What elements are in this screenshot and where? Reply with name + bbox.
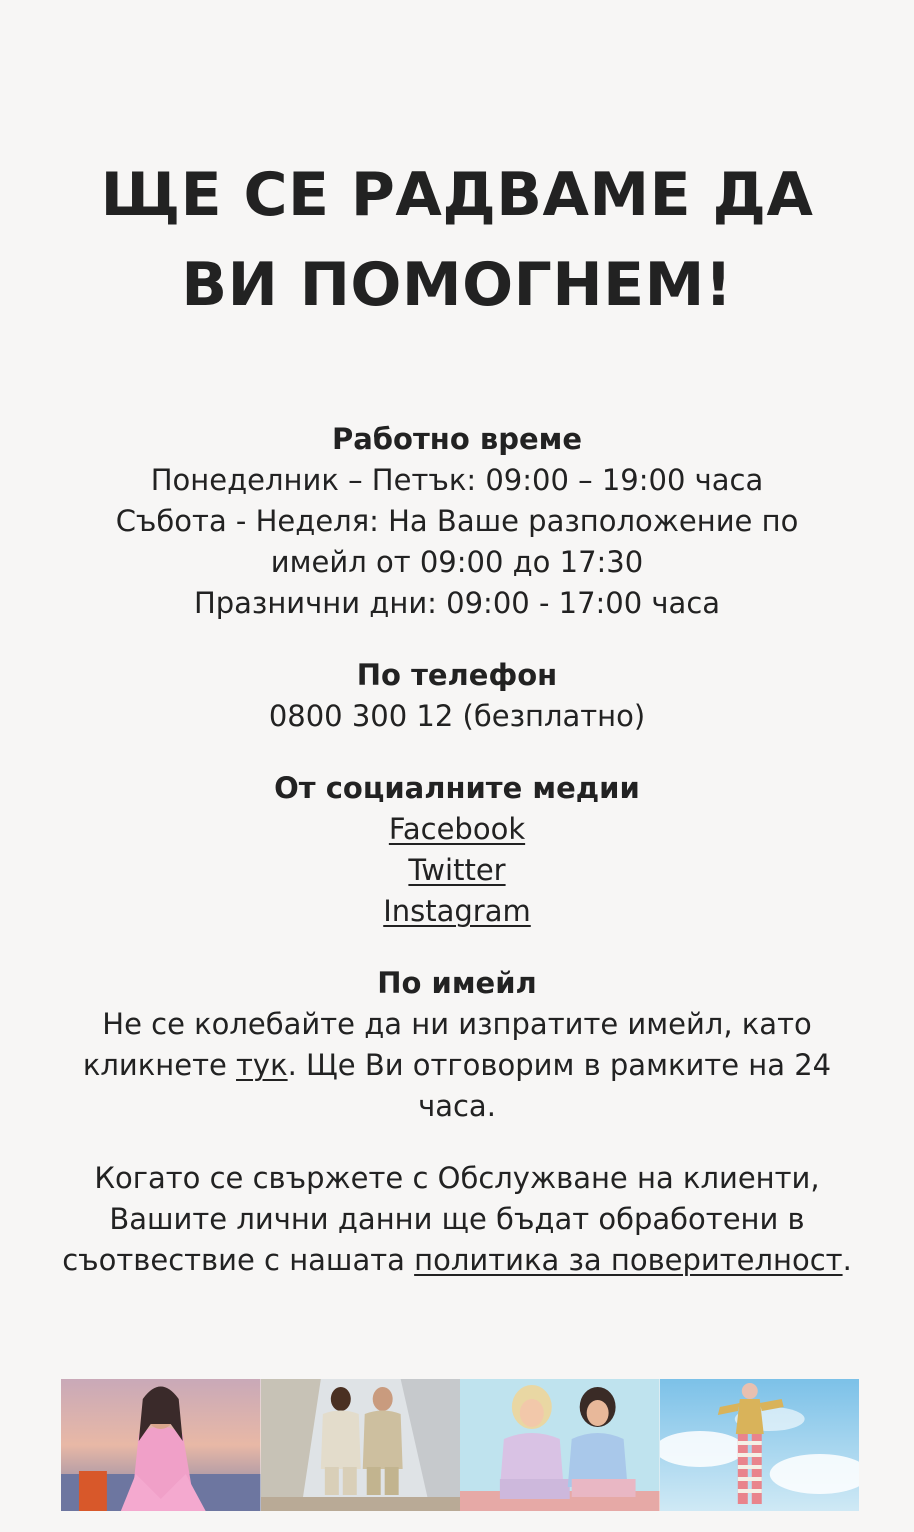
instagram-link[interactable]: Instagram [383,894,531,928]
working-hours-section [50,419,864,624]
email-text-before: Не се колебайте да ни изпратите имейл, като кликнете [82,1007,812,1082]
weekend-hours-line-2: имейл от 09:00 до 17:30 [270,545,644,579]
phone-number: 0800 300 12 (безплатно) [268,699,646,733]
photo-girl-striped-pants-image [660,1379,860,1511]
page-title-line-2: ВИ ПОМОГНЕМ! [181,250,733,320]
photo-woman-pink-suit [61,1379,261,1511]
email-section [50,963,864,1127]
photo-two-men-beige [261,1379,461,1511]
holiday-hours: Празнични дни: 09:00 - 17:00 часа [193,586,721,620]
social-media-section [50,768,864,932]
social-media-heading: От социалните медии [274,771,640,805]
page-title [40,150,874,330]
email-text-after: . Ще Ви отговорим в рамките на 24 часа. [287,1048,832,1123]
email-heading: По имейл [377,966,537,1000]
twitter-link[interactable]: Twitter [408,853,506,887]
privacy-policy-link[interactable]: политика за поверителност [414,1243,843,1277]
contact-info [50,419,864,1312]
privacy-text-after: . [842,1243,852,1277]
photo-woman-pink-suit-image [61,1379,261,1511]
facebook-link[interactable]: Facebook [388,812,526,846]
working-hours-heading: Работно време [331,422,582,456]
weekdays-hours: Понеделник – Петък: 09:00 – 19:00 часа [150,463,764,497]
photo-two-men-beige-image [261,1379,461,1511]
privacy-notice [50,1158,864,1281]
photo-banner [61,1379,859,1511]
photo-two-kids-pastel-image [460,1379,660,1511]
photo-girl-striped-pants [660,1379,860,1511]
email-text [50,1004,864,1127]
photo-two-kids-pastel [460,1379,660,1511]
weekend-hours-line-1: Събота - Неделя: На Ваше разположение по [115,504,799,538]
email-here-link[interactable]: тук [236,1048,288,1082]
page-title-line-1: ЩЕ СЕ РАДВАМЕ ДА [100,160,814,230]
phone-heading: По телефон [356,658,558,692]
phone-section [50,655,864,737]
privacy-text [50,1158,864,1281]
privacy-text-before: Когато се свържете с Обслужване на клиенти, Вашите лични данни ще бъдат обработени в съотвествие с нашата [62,1161,820,1277]
